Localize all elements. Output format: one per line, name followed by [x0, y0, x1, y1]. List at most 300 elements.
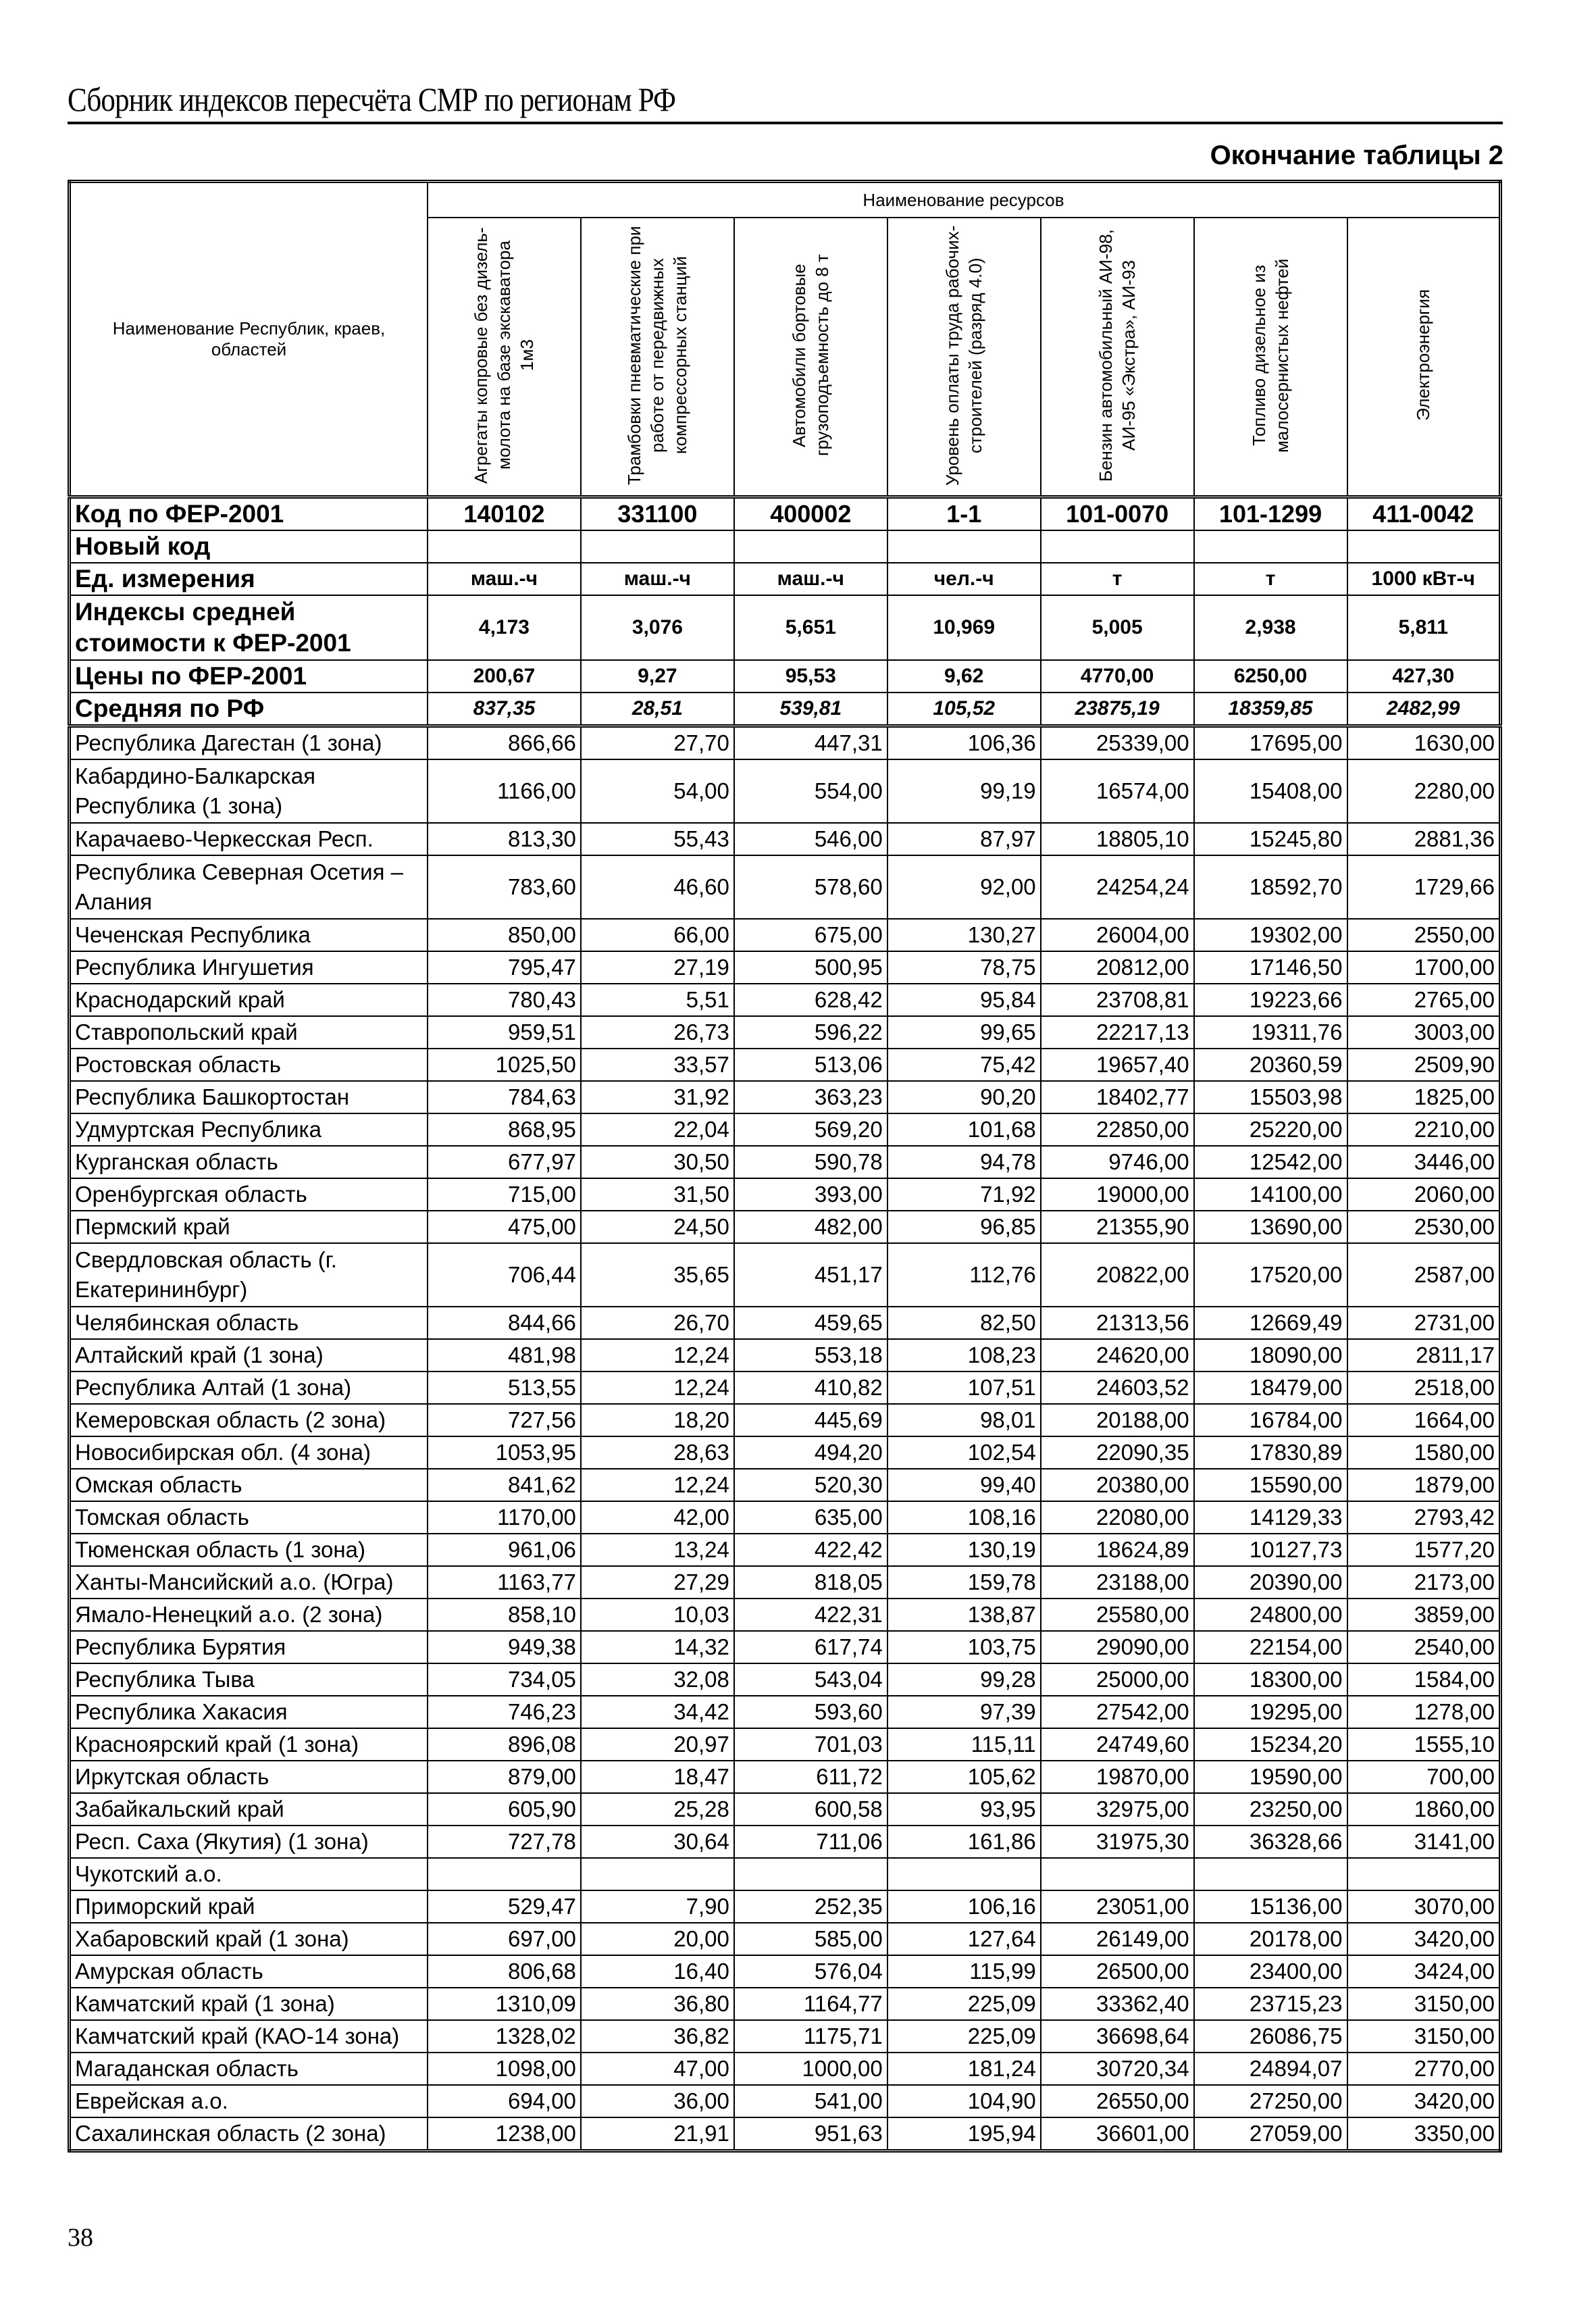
price-cell: 20822,00: [1041, 1243, 1194, 1307]
price-cell: 635,00: [734, 1501, 887, 1534]
meta-value: 837,35: [428, 693, 581, 726]
price-cell: 475,00: [428, 1211, 581, 1243]
price-cell: 35,65: [581, 1243, 734, 1307]
price-cell: 1175,71: [734, 2020, 887, 2053]
price-cell: 24,50: [581, 1211, 734, 1243]
price-cell: 569,20: [734, 1113, 887, 1146]
price-cell: 25580,00: [1041, 1599, 1194, 1631]
price-cell: 26500,00: [1041, 1955, 1194, 1988]
price-cell: 393,00: [734, 1178, 887, 1211]
price-cell: 2550,00: [1347, 919, 1501, 951]
price-cell: 541,00: [734, 2085, 887, 2117]
price-cell: 24800,00: [1194, 1599, 1347, 1631]
table-row: [70, 1793, 1501, 1826]
table-row: [70, 1211, 1501, 1243]
price-cell: 3446,00: [1347, 1146, 1501, 1178]
price-cell: 17695,00: [1194, 726, 1347, 760]
price-cell: 451,17: [734, 1243, 887, 1307]
price-cell: 97,39: [887, 1696, 1041, 1728]
region-name: Республика Алтай (1 зона): [70, 1372, 428, 1404]
price-cell: 112,76: [887, 1243, 1041, 1307]
price-cell: 844,66: [428, 1307, 581, 1339]
region-name: Республика Башкортостан: [70, 1081, 428, 1113]
price-cell: 795,47: [428, 951, 581, 984]
table-row: [70, 951, 1501, 984]
region-name: Новосибирская обл. (4 зона): [70, 1436, 428, 1469]
meta-row: [70, 530, 1501, 563]
price-cell: 529,47: [428, 1890, 581, 1923]
region-name: Республика Хакасия: [70, 1696, 428, 1728]
price-cell: 700,00: [1347, 1761, 1501, 1793]
price-cell: 16574,00: [1041, 759, 1194, 823]
price-cell: 1580,00: [1347, 1436, 1501, 1469]
region-name: Свердловская область (г. Екатерининбург): [70, 1243, 428, 1307]
table-row: [70, 1436, 1501, 1469]
meta-value: 539,81: [734, 693, 887, 726]
price-cell: 161,86: [887, 1826, 1041, 1858]
price-cell: 20188,00: [1041, 1404, 1194, 1436]
price-cell: 3003,00: [1347, 1016, 1501, 1049]
price-cell: 1163,77: [428, 1566, 581, 1599]
price-cell: 28,63: [581, 1436, 734, 1469]
meta-value: маш.-ч: [734, 563, 887, 595]
region-name: Кабардино-Балкарская Республика (1 зона): [70, 759, 428, 823]
price-cell: [1194, 1858, 1347, 1890]
price-cell: 2509,90: [1347, 1049, 1501, 1081]
price-cell: 746,23: [428, 1696, 581, 1728]
price-cell: 959,51: [428, 1016, 581, 1049]
price-cell: 99,40: [887, 1469, 1041, 1501]
price-cell: 2530,00: [1347, 1211, 1501, 1243]
table-row: [70, 1534, 1501, 1566]
region-name: Омская область: [70, 1469, 428, 1501]
region-name: Республика Ингушетия: [70, 951, 428, 984]
meta-value: 18359,85: [1194, 693, 1347, 726]
table-row: [70, 1696, 1501, 1728]
region-name: Сахалинская область (2 зона): [70, 2117, 428, 2151]
price-cell: 32,08: [581, 1663, 734, 1696]
price-cell: 513,06: [734, 1049, 887, 1081]
region-name: Республика Бурятия: [70, 1631, 428, 1663]
price-cell: 9746,00: [1041, 1146, 1194, 1178]
price-cell: 1098,00: [428, 2053, 581, 2085]
region-name: Хабаровский край (1 зона): [70, 1923, 428, 1955]
meta-value: 1-1: [887, 497, 1041, 531]
meta-label: Код по ФЕР-2001: [70, 497, 428, 531]
price-cell: 961,06: [428, 1534, 581, 1566]
price-cell: 36,80: [581, 1988, 734, 2020]
table-row: [70, 1372, 1501, 1404]
price-cell: 25220,00: [1194, 1113, 1347, 1146]
column-header: Топливо дизельное из малосернистых нефтей: [1194, 218, 1347, 497]
price-cell: 15245,80: [1194, 823, 1347, 855]
price-cell: 727,78: [428, 1826, 581, 1858]
price-cell: 42,00: [581, 1501, 734, 1534]
meta-value: [734, 530, 887, 563]
table-row: [70, 1988, 1501, 2020]
price-cell: 18479,00: [1194, 1372, 1347, 1404]
price-cell: 677,97: [428, 1146, 581, 1178]
region-name: Республика Северная Осетия – Алания: [70, 855, 428, 919]
price-cell: 2518,00: [1347, 1372, 1501, 1404]
table-row: [70, 1631, 1501, 1663]
price-cell: 13,24: [581, 1534, 734, 1566]
price-cell: 2765,00: [1347, 984, 1501, 1016]
table-row: [70, 1761, 1501, 1793]
price-cell: 18402,77: [1041, 1081, 1194, 1113]
price-cell: 1630,00: [1347, 726, 1501, 760]
price-cell: [1347, 1858, 1501, 1890]
region-name: Красноярский край (1 зона): [70, 1728, 428, 1761]
price-cell: 93,95: [887, 1793, 1041, 1826]
price-cell: 82,50: [887, 1307, 1041, 1339]
price-cell: 2173,00: [1347, 1566, 1501, 1599]
meta-value: 2482,99: [1347, 693, 1501, 726]
price-cell: 605,90: [428, 1793, 581, 1826]
meta-value: [1347, 530, 1501, 563]
meta-value: 411-0042: [1347, 497, 1501, 531]
table-row: [70, 984, 1501, 1016]
price-cell: 3141,00: [1347, 1826, 1501, 1858]
table-row: [70, 1501, 1501, 1534]
price-cell: 694,00: [428, 2085, 581, 2117]
price-cell: 90,20: [887, 1081, 1041, 1113]
price-cell: 107,51: [887, 1372, 1041, 1404]
price-cell: 26,73: [581, 1016, 734, 1049]
region-name: Еврейская а.о.: [70, 2085, 428, 2117]
price-cell: 19295,00: [1194, 1696, 1347, 1728]
price-cell: 949,38: [428, 1631, 581, 1663]
price-cell: 3070,00: [1347, 1890, 1501, 1923]
price-cell: 14,32: [581, 1631, 734, 1663]
region-name: Республика Тыва: [70, 1663, 428, 1696]
table-row: [70, 1404, 1501, 1436]
region-name: Краснодарский край: [70, 984, 428, 1016]
column-header: Бензин автомобильный АИ-98, АИ-95 «Экстра», АИ-93: [1041, 218, 1194, 497]
price-cell: 697,00: [428, 1923, 581, 1955]
price-cell: 20390,00: [1194, 1566, 1347, 1599]
table-row: [70, 2117, 1501, 2151]
meta-value: [887, 530, 1041, 563]
price-cell: 1825,00: [1347, 1081, 1501, 1113]
column-header: Автомобили бортовые грузоподъемность до 8 т: [734, 218, 887, 497]
table-row: [70, 759, 1501, 823]
price-cell: 159,78: [887, 1566, 1041, 1599]
region-name: Курганская область: [70, 1146, 428, 1178]
price-cell: 29090,00: [1041, 1631, 1194, 1663]
price-cell: 2540,00: [1347, 1631, 1501, 1663]
table-row: [70, 1081, 1501, 1113]
price-cell: 879,00: [428, 1761, 581, 1793]
price-cell: 18624,89: [1041, 1534, 1194, 1566]
price-cell: 46,60: [581, 855, 734, 919]
price-cell: 30720,34: [1041, 2053, 1194, 2085]
meta-value: 140102: [428, 497, 581, 531]
price-cell: 1555,10: [1347, 1728, 1501, 1761]
regional-index-table: [68, 180, 1502, 2153]
price-cell: 75,42: [887, 1049, 1041, 1081]
price-cell: 108,16: [887, 1501, 1041, 1534]
table-row: [70, 2020, 1501, 2053]
region-name: Пермский край: [70, 1211, 428, 1243]
price-cell: 3150,00: [1347, 2020, 1501, 2053]
table-row: [70, 855, 1501, 919]
price-cell: 494,20: [734, 1436, 887, 1469]
price-cell: 130,27: [887, 919, 1041, 951]
price-cell: 54,00: [581, 759, 734, 823]
price-cell: 15136,00: [1194, 1890, 1347, 1923]
price-cell: 15503,98: [1194, 1081, 1347, 1113]
meta-label: Новый код: [70, 530, 428, 563]
price-cell: 19302,00: [1194, 919, 1347, 951]
price-cell: 576,04: [734, 1955, 887, 1988]
meta-row: [70, 595, 1501, 660]
table-row: [70, 919, 1501, 951]
price-cell: 103,75: [887, 1631, 1041, 1663]
price-cell: 225,09: [887, 1988, 1041, 2020]
price-cell: 55,43: [581, 823, 734, 855]
price-cell: 106,16: [887, 1890, 1041, 1923]
region-name: Алтайский край (1 зона): [70, 1339, 428, 1372]
price-cell: 24749,60: [1041, 1728, 1194, 1761]
price-cell: 1166,00: [428, 759, 581, 823]
meta-value: маш.-ч: [428, 563, 581, 595]
region-name: Оренбургская область: [70, 1178, 428, 1211]
resources-group-header: Наименование ресурсов: [428, 182, 1501, 218]
price-cell: [734, 1858, 887, 1890]
price-cell: 23188,00: [1041, 1566, 1194, 1599]
price-cell: 3150,00: [1347, 1988, 1501, 2020]
price-cell: 104,90: [887, 2085, 1041, 2117]
price-cell: 2793,42: [1347, 1501, 1501, 1534]
price-cell: 1729,66: [1347, 855, 1501, 919]
region-name: Чеченская Республика: [70, 919, 428, 951]
price-cell: 26149,00: [1041, 1923, 1194, 1955]
meta-value: 4770,00: [1041, 660, 1194, 693]
table-row: [70, 1566, 1501, 1599]
price-cell: 600,58: [734, 1793, 887, 1826]
meta-value: маш.-ч: [581, 563, 734, 595]
meta-value: 95,53: [734, 660, 887, 693]
price-cell: 17146,50: [1194, 951, 1347, 984]
price-cell: 7,90: [581, 1890, 734, 1923]
price-cell: 1170,00: [428, 1501, 581, 1534]
table-row: [70, 1339, 1501, 1372]
price-cell: 1328,02: [428, 2020, 581, 2053]
region-name: Республика Дагестан (1 зона): [70, 726, 428, 760]
price-cell: 1000,00: [734, 2053, 887, 2085]
price-cell: 23715,23: [1194, 1988, 1347, 2020]
price-cell: 25,28: [581, 1793, 734, 1826]
meta-value: чел.-ч: [887, 563, 1041, 595]
meta-value: 2,938: [1194, 595, 1347, 660]
table-row: [70, 1146, 1501, 1178]
price-cell: 19657,40: [1041, 1049, 1194, 1081]
meta-value: 331100: [581, 497, 734, 531]
price-cell: 71,92: [887, 1178, 1041, 1211]
price-cell: 1879,00: [1347, 1469, 1501, 1501]
price-cell: 127,64: [887, 1923, 1041, 1955]
table-row: [70, 1469, 1501, 1501]
price-cell: 578,60: [734, 855, 887, 919]
price-cell: 2881,36: [1347, 823, 1501, 855]
region-name: Чукотский а.о.: [70, 1858, 428, 1890]
column-header: Электроэнергия: [1347, 218, 1501, 497]
price-cell: 554,00: [734, 759, 887, 823]
region-name: Удмуртская Республика: [70, 1113, 428, 1146]
price-cell: 2210,00: [1347, 1113, 1501, 1146]
price-cell: 2280,00: [1347, 759, 1501, 823]
price-cell: 25339,00: [1041, 726, 1194, 760]
price-cell: 19000,00: [1041, 1178, 1194, 1211]
table-row: [70, 1955, 1501, 1988]
region-name: Иркутская область: [70, 1761, 428, 1793]
price-cell: 47,00: [581, 2053, 734, 2085]
price-cell: 2060,00: [1347, 1178, 1501, 1211]
meta-value: т: [1041, 563, 1194, 595]
price-cell: 78,75: [887, 951, 1041, 984]
price-cell: 15234,20: [1194, 1728, 1347, 1761]
price-cell: 36,82: [581, 2020, 734, 2053]
header-rule: [68, 122, 1503, 124]
table-row: [70, 1178, 1501, 1211]
price-cell: 27059,00: [1194, 2117, 1347, 2151]
price-cell: 20,00: [581, 1923, 734, 1955]
table-row: [70, 1923, 1501, 1955]
price-cell: 22080,00: [1041, 1501, 1194, 1534]
price-cell: 18805,10: [1041, 823, 1194, 855]
meta-value: [581, 530, 734, 563]
meta-label: Ед. измерения: [70, 563, 428, 595]
price-cell: 2770,00: [1347, 2053, 1501, 2085]
price-cell: 26086,75: [1194, 2020, 1347, 2053]
meta-value: 5,811: [1347, 595, 1501, 660]
table-row: [70, 2085, 1501, 2117]
price-cell: 3350,00: [1347, 2117, 1501, 2151]
price-cell: 34,42: [581, 1696, 734, 1728]
price-cell: 628,42: [734, 984, 887, 1016]
price-cell: 225,09: [887, 2020, 1041, 2053]
price-cell: 20,97: [581, 1728, 734, 1761]
price-cell: 858,10: [428, 1599, 581, 1631]
price-cell: 22,04: [581, 1113, 734, 1146]
price-cell: 27,29: [581, 1566, 734, 1599]
meta-value: 28,51: [581, 693, 734, 726]
region-name: Тюменская область (1 зона): [70, 1534, 428, 1566]
table-row: [70, 1016, 1501, 1049]
price-cell: 25000,00: [1041, 1663, 1194, 1696]
price-cell: 26,70: [581, 1307, 734, 1339]
price-cell: 181,24: [887, 2053, 1041, 2085]
price-cell: 783,60: [428, 855, 581, 919]
region-name: Респ. Саха (Якутия) (1 зона): [70, 1826, 428, 1858]
meta-row: [70, 563, 1501, 595]
price-cell: 26550,00: [1041, 2085, 1194, 2117]
price-cell: 87,97: [887, 823, 1041, 855]
region-name: Амурская область: [70, 1955, 428, 1988]
price-cell: 20360,59: [1194, 1049, 1347, 1081]
price-cell: 543,04: [734, 1663, 887, 1696]
price-cell: 36698,64: [1041, 2020, 1194, 2053]
price-cell: 780,43: [428, 984, 581, 1016]
table-row: [70, 1113, 1501, 1146]
price-cell: 422,31: [734, 1599, 887, 1631]
price-cell: 500,95: [734, 951, 887, 984]
price-cell: 813,30: [428, 823, 581, 855]
meta-value: 5,005: [1041, 595, 1194, 660]
price-cell: [581, 1858, 734, 1890]
meta-value: 5,651: [734, 595, 887, 660]
price-cell: 841,62: [428, 1469, 581, 1501]
meta-row: [70, 660, 1501, 693]
price-cell: 734,05: [428, 1663, 581, 1696]
price-cell: 459,65: [734, 1307, 887, 1339]
price-cell: 1238,00: [428, 2117, 581, 2151]
running-head: Сборник индексов пересчёта СМР по регионам РФ: [68, 80, 676, 118]
column-header: Уровень оплаты труда рабочих-строителей (разряд 4.0): [887, 218, 1041, 497]
price-cell: 31,92: [581, 1081, 734, 1113]
price-cell: 868,95: [428, 1113, 581, 1146]
price-cell: 18090,00: [1194, 1339, 1347, 1372]
price-cell: 22154,00: [1194, 1631, 1347, 1663]
price-cell: 22090,35: [1041, 1436, 1194, 1469]
price-cell: 115,11: [887, 1728, 1041, 1761]
price-cell: 105,62: [887, 1761, 1041, 1793]
price-cell: 1700,00: [1347, 951, 1501, 984]
price-cell: 99,19: [887, 759, 1041, 823]
price-cell: 611,72: [734, 1761, 887, 1793]
price-cell: 12,24: [581, 1469, 734, 1501]
price-cell: 1053,95: [428, 1436, 581, 1469]
meta-value: [1194, 530, 1347, 563]
price-cell: 31975,30: [1041, 1826, 1194, 1858]
meta-value: 4,173: [428, 595, 581, 660]
meta-value: 1000 кВт-ч: [1347, 563, 1501, 595]
price-cell: 95,84: [887, 984, 1041, 1016]
price-cell: 2587,00: [1347, 1243, 1501, 1307]
price-cell: 675,00: [734, 919, 887, 951]
region-name: Камчатский край (КАО-14 зона): [70, 2020, 428, 2053]
price-cell: 617,74: [734, 1631, 887, 1663]
price-cell: 27,70: [581, 726, 734, 760]
price-cell: 5,51: [581, 984, 734, 1016]
price-cell: 33,57: [581, 1049, 734, 1081]
price-cell: 66,00: [581, 919, 734, 951]
price-cell: 14100,00: [1194, 1178, 1347, 1211]
region-name: Ростовская область: [70, 1049, 428, 1081]
meta-value: 9,27: [581, 660, 734, 693]
meta-row: [70, 693, 1501, 726]
price-cell: 850,00: [428, 919, 581, 951]
price-cell: 18592,70: [1194, 855, 1347, 919]
meta-value: 23875,19: [1041, 693, 1194, 726]
price-cell: 585,00: [734, 1923, 887, 1955]
price-cell: 19223,66: [1194, 984, 1347, 1016]
price-cell: 99,65: [887, 1016, 1041, 1049]
price-cell: 24894,07: [1194, 2053, 1347, 2085]
table-row: [70, 1826, 1501, 1858]
price-cell: 818,05: [734, 1566, 887, 1599]
price-cell: 546,00: [734, 823, 887, 855]
price-cell: 18,20: [581, 1404, 734, 1436]
price-cell: 363,23: [734, 1081, 887, 1113]
meta-value: т: [1194, 563, 1347, 595]
price-cell: 27,19: [581, 951, 734, 984]
price-cell: 130,19: [887, 1534, 1041, 1566]
price-cell: 706,44: [428, 1243, 581, 1307]
price-cell: 30,50: [581, 1146, 734, 1178]
table-row: [70, 823, 1501, 855]
